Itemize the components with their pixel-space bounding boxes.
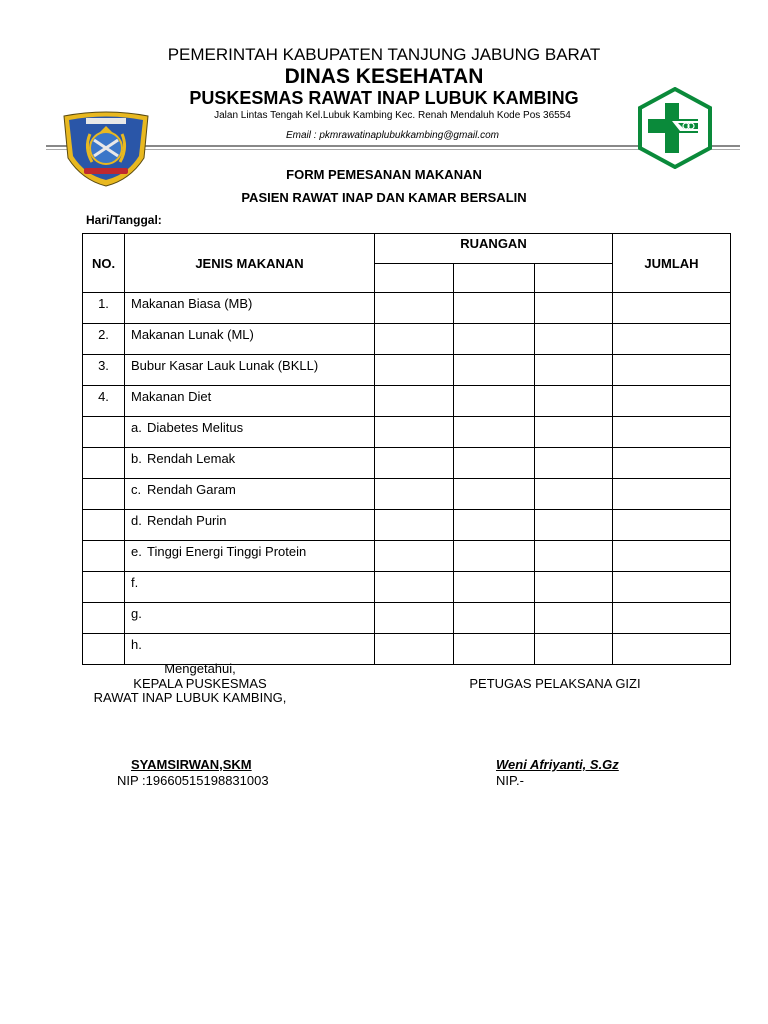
jumlah-cell[interactable]	[613, 479, 731, 510]
jumlah-cell[interactable]	[613, 386, 731, 417]
ruangan-col-1[interactable]	[375, 264, 454, 293]
food-type-cell	[125, 386, 375, 417]
sub-item-letter: d.	[131, 513, 142, 528]
form-subtitle: PASIEN RAWAT INAP DAN KAMAR BERSALIN	[241, 190, 527, 205]
ruangan-3-cell[interactable]	[535, 355, 613, 386]
food-type-cell	[125, 541, 375, 572]
food-type-cell	[125, 572, 375, 603]
ruangan-1-cell[interactable]	[375, 603, 454, 634]
ruangan-3-cell[interactable]	[535, 603, 613, 634]
food-type-label: Rendah Lemak	[147, 451, 236, 466]
ruangan-2-cell[interactable]	[454, 510, 535, 541]
sub-item-letter: a.	[131, 420, 142, 435]
food-type-label: Rendah Garam	[147, 482, 236, 497]
sig-right-line1: PETUGAS PELAKSANA GIZI	[469, 676, 641, 691]
sig-left-name: SYAMSIRWAN,SKM	[131, 757, 252, 772]
ruangan-1-cell[interactable]	[375, 386, 454, 417]
table-row	[83, 572, 731, 603]
sub-item-letter: f.	[131, 575, 139, 590]
food-type-label: Bubur Kasar Lauk Lunak (BKLL)	[131, 358, 319, 373]
table-row	[83, 355, 731, 386]
row-number	[83, 634, 125, 665]
ruangan-2-cell[interactable]	[454, 386, 535, 417]
sub-item-letter: e.	[131, 544, 142, 559]
ruangan-col-3[interactable]	[535, 264, 613, 293]
table-row	[83, 541, 731, 572]
jumlah-cell[interactable]	[613, 603, 731, 634]
ruangan-2-cell[interactable]	[454, 324, 535, 355]
order-table	[82, 233, 731, 665]
row-number	[83, 572, 125, 603]
header-no: NO.	[83, 234, 125, 293]
sub-item-letter: h.	[131, 637, 142, 652]
row-number: 3.	[83, 355, 125, 386]
ruangan-3-cell[interactable]	[535, 417, 613, 448]
row-number	[83, 510, 125, 541]
table-row	[83, 293, 731, 324]
food-type-label: Diabetes Melitus	[147, 420, 244, 435]
puskesmas-name: PUSKESMAS RAWAT INAP LUBUK KAMBING	[189, 88, 579, 108]
ruangan-3-cell[interactable]	[535, 479, 613, 510]
jumlah-cell[interactable]	[613, 510, 731, 541]
ruangan-2-cell[interactable]	[454, 603, 535, 634]
ruangan-3-cell[interactable]	[535, 541, 613, 572]
food-type-label: Makanan Diet	[131, 389, 212, 404]
government-name: PEMERINTAH KABUPATEN TANJUNG JABUNG BARAT	[167, 45, 601, 64]
ruangan-3-cell[interactable]	[535, 293, 613, 324]
row-number: 1.	[83, 293, 125, 324]
sub-item-letter: g.	[131, 606, 142, 621]
row-number	[83, 448, 125, 479]
ruangan-2-cell[interactable]	[454, 634, 535, 665]
row-number	[83, 417, 125, 448]
sig-left-line1: Mengetahui,	[164, 661, 236, 676]
ruangan-2-cell[interactable]	[454, 479, 535, 510]
ruangan-3-cell[interactable]	[535, 386, 613, 417]
ruangan-3-cell[interactable]	[535, 634, 613, 665]
ruangan-2-cell[interactable]	[454, 417, 535, 448]
food-type-cell	[125, 448, 375, 479]
ruangan-col-2[interactable]	[454, 264, 535, 293]
jumlah-cell[interactable]	[613, 541, 731, 572]
ruangan-1-cell[interactable]	[375, 479, 454, 510]
ruangan-2-cell[interactable]	[454, 572, 535, 603]
row-number: 4.	[83, 386, 125, 417]
row-number: 2.	[83, 324, 125, 355]
puskesmas-logo-icon	[634, 87, 716, 169]
jumlah-cell[interactable]	[613, 355, 731, 386]
ruangan-1-cell[interactable]	[375, 510, 454, 541]
food-type-cell	[125, 324, 375, 355]
jumlah-cell[interactable]	[613, 417, 731, 448]
ruangan-1-cell[interactable]	[375, 355, 454, 386]
food-type-cell	[125, 417, 375, 448]
ruangan-2-cell[interactable]	[454, 541, 535, 572]
sub-item-letter: b.	[131, 451, 142, 466]
jumlah-cell[interactable]	[613, 293, 731, 324]
sig-left-nip: NIP :19660515198831003	[117, 773, 269, 788]
form-title: FORM PEMESANAN MAKANAN	[286, 167, 482, 182]
address-line: Jalan Lintas Tengah Kel.Lubuk Kambing Kec. Renah Mendaluh Kode Pos 36554	[214, 110, 571, 121]
table-row	[83, 386, 731, 417]
food-type-cell	[125, 479, 375, 510]
jumlah-cell[interactable]	[613, 324, 731, 355]
sig-right-name: Weni Afriyanti, S.Gz	[496, 757, 619, 772]
ruangan-2-cell[interactable]	[454, 448, 535, 479]
table-row	[83, 510, 731, 541]
ruangan-2-cell[interactable]	[454, 355, 535, 386]
ruangan-1-cell[interactable]	[375, 417, 454, 448]
table-row	[83, 479, 731, 510]
header-jenis-makanan: JENIS MAKANAN	[125, 234, 375, 293]
ruangan-2-cell[interactable]	[454, 293, 535, 324]
sig-left-line3: RAWAT INAP LUBUK KAMBING,	[93, 690, 287, 705]
food-type-label: Rendah Purin	[147, 513, 227, 528]
ruangan-1-cell[interactable]	[375, 541, 454, 572]
table-row	[83, 448, 731, 479]
sig-left-line2: KEPALA PUSKESMAS	[133, 676, 267, 691]
department-name: DINAS KESEHATAN	[284, 65, 484, 88]
food-type-cell	[125, 634, 375, 665]
food-type-label: Tinggi Energi Tinggi Protein	[147, 544, 307, 559]
header-ruangan: RUANGAN	[375, 234, 613, 264]
food-type-label: Makanan Lunak (ML)	[131, 327, 254, 342]
table-row	[83, 324, 731, 355]
table-row	[83, 603, 731, 634]
date-label: Hari/Tanggal:	[86, 213, 162, 227]
row-number	[83, 541, 125, 572]
jumlah-cell[interactable]	[613, 634, 731, 665]
ruangan-1-cell[interactable]	[375, 293, 454, 324]
table-row	[83, 417, 731, 448]
table-row	[83, 634, 731, 665]
food-type-label: Makanan Biasa (MB)	[131, 296, 253, 311]
header-jumlah: JUMLAH	[613, 234, 731, 293]
jumlah-cell[interactable]	[613, 448, 731, 479]
ruangan-1-cell[interactable]	[375, 634, 454, 665]
food-type-cell	[125, 293, 375, 324]
ruangan-1-cell[interactable]	[375, 448, 454, 479]
ruangan-3-cell[interactable]	[535, 572, 613, 603]
ruangan-1-cell[interactable]	[375, 324, 454, 355]
sig-right-nip: NIP.-	[496, 773, 524, 788]
ruangan-3-cell[interactable]	[535, 324, 613, 355]
email-line: Email : pkmrawatinaplubukkambing@gmail.com	[285, 130, 499, 141]
food-type-cell	[125, 355, 375, 386]
food-type-cell	[125, 603, 375, 634]
ruangan-1-cell[interactable]	[375, 572, 454, 603]
ruangan-3-cell[interactable]	[535, 448, 613, 479]
sub-item-letter: c.	[131, 482, 142, 497]
row-number	[83, 603, 125, 634]
food-type-cell	[125, 510, 375, 541]
row-number	[83, 479, 125, 510]
ruangan-3-cell[interactable]	[535, 510, 613, 541]
jumlah-cell[interactable]	[613, 572, 731, 603]
